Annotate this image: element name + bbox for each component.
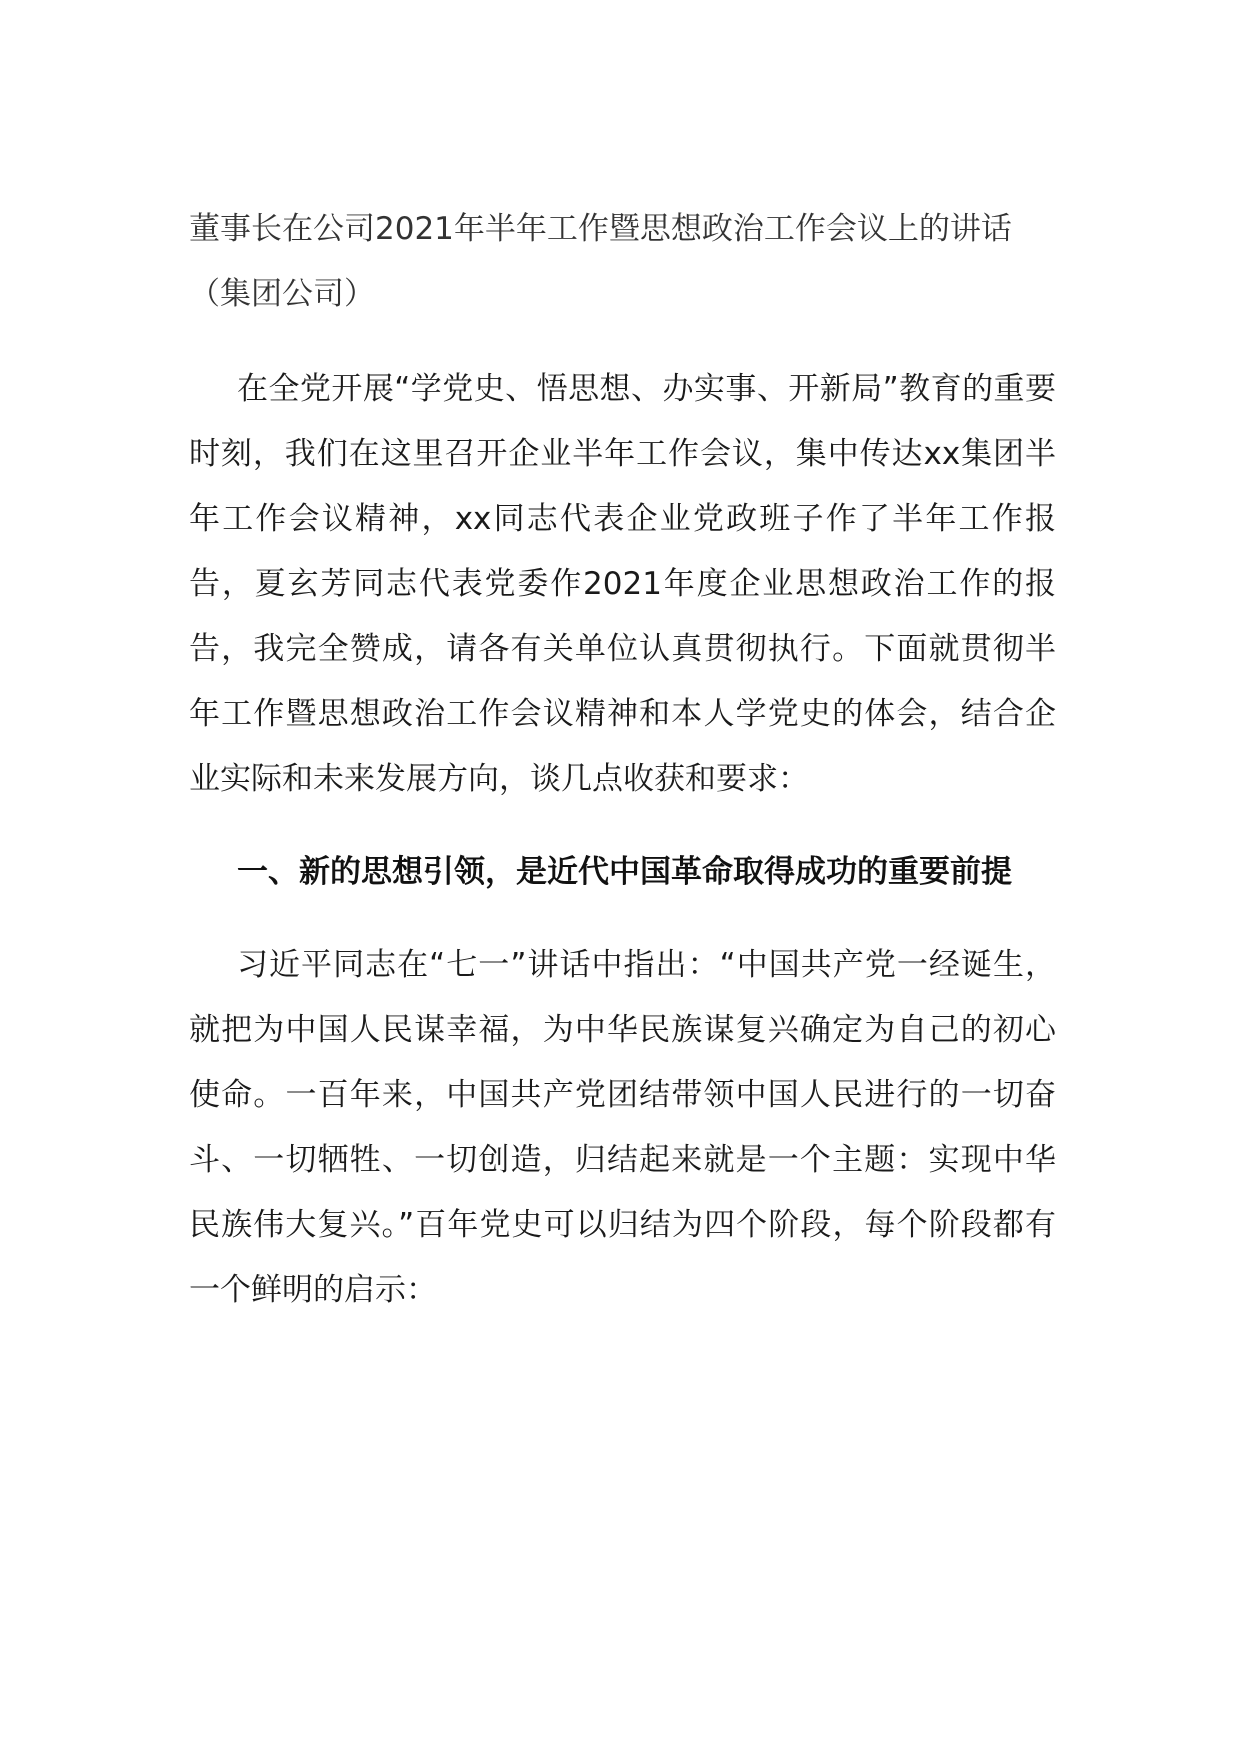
section-heading-1: 一、新的思想引领，是近代中国革命取得成功的重要前提 <box>237 854 1012 890</box>
document-page <box>189 197 1056 1323</box>
opening-paragraph: 在全党开展“学党史、悟思想、办实事、开新局”教育的重要时刻，我们在这里召开企业半年工作会议，集中传达xx集团半年工作会议精神，xx同志代表企业党政班子作了半年工作报告，夏玄芳同志代表党委作2021年度企业思想政治工作的报告，我完全赞成，请各有关单位认真贯彻执行。下面就贯彻半年工作暨思想政治工作会议精神和本人学党史的体会，结合企业实际和未来发展方向，谈几点收获和要求： <box>189 371 1056 797</box>
document-title: 董事长在公司2021年半年工作暨思想政治工作会议上的讲话（集团公司） <box>189 211 1012 312</box>
section-1-paragraph: 习近平同志在“七一”讲话中指出：“中国共产党一经诞生，就把为中国人民谋幸福，为中华民族谋复兴确定为自己的初心使命。一百年来，中国共产党团结带领中国人民进行的一切奋斗、一切牺牲、一切创造，归结起来就是一个主题：实现中华民族伟大复兴。”百年党史可以归结为四个阶段，每个阶段都有一个鲜明的启示： <box>189 947 1056 1308</box>
